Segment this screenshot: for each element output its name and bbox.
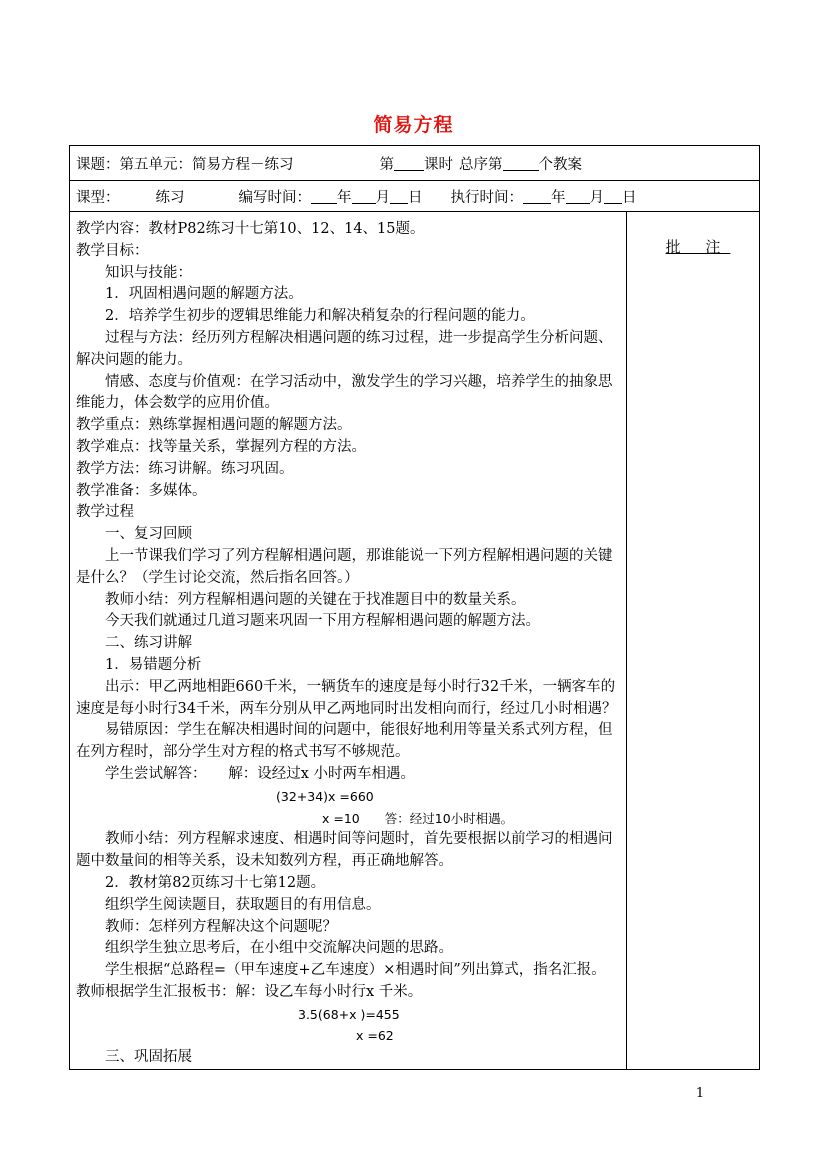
error-reason: 易错原因：学生在解决相遇时间的问题中，能很好地利用等量关系式列方程，但在列方程时，部分学生对方程的格式书写不够规范。 — [76, 722, 613, 761]
equation-line-3: 3.5(68+x )=455 — [298, 1006, 400, 1022]
exercise-12-heading: 2．教材第82页练习十七第12题。 — [105, 874, 326, 891]
total-suffix: 个教案 — [538, 156, 582, 173]
teacher-summary: 教师小结：列方程解求速度、相遇时间等问题时，首先要根据以前学习的相遇问题中数量间的相等关系，设未知数列方程，再正确地解答。 — [76, 831, 613, 870]
exec-month-blank[interactable] — [566, 189, 590, 204]
written-year-blank[interactable] — [311, 189, 337, 204]
teaching-preparation: 教学准备：多媒体。 — [76, 482, 207, 499]
lesson-prefix: 第 — [379, 156, 394, 173]
review-paragraph: 上一节课我们学习了列方程解相遇问题，那谁能说一下列方程解相遇问题的关键是什么？（学生讨论交流，然后指名回答。） — [76, 547, 613, 586]
exec-time-label: 执行时间： — [450, 189, 523, 206]
document-title: 简易方程 — [373, 114, 454, 136]
process-method: 过程与方法：经历列方程解决相遇问题的练习过程，进一步提高学生分析问题、解决问题的能力。 — [76, 329, 613, 368]
topic-label: 课题：第五单元：简易方程－练习 — [76, 156, 294, 173]
teaching-goals-heading: 教学目标： — [76, 242, 149, 259]
difficult-point: 教学难点：找等量关系，掌握列方程的方法。 — [76, 438, 366, 455]
review-summary: 教师小结：列方程解相遇问题的关键在于找准题目中的数量关系。 — [105, 591, 526, 608]
page-number: 1 — [695, 1086, 705, 1101]
notes-cell — [627, 212, 760, 1070]
section-practice-heading: 二、练习讲解 — [105, 635, 192, 652]
review-transition: 今天我们就通过几道习题来巩固一下用方程解相遇问题的解题方法。 — [105, 613, 540, 630]
exec-month: 月 — [589, 189, 604, 206]
error-analysis-heading: 1．易错题分析 — [105, 656, 202, 673]
lesson-plan-table — [69, 145, 760, 1070]
total-prefix: 总序第 — [459, 156, 503, 173]
knowledge-skills-heading: 知识与技能： — [105, 264, 192, 281]
written-year: 年 — [337, 189, 352, 206]
lesson-number-blank[interactable] — [394, 156, 424, 171]
total-number-blank[interactable] — [503, 156, 539, 171]
problem-statement: 出示：甲乙两地相距660千米，一辆货车的速度是每小时行32千米，一辆客车的速度是每小时行34千米，两车分别从甲乙两地同时出发相向而行，经过几小时相遇？ — [76, 678, 617, 717]
notes-heading: 批 注 — [665, 238, 731, 256]
section-review-heading: 一、复习回顾 — [105, 526, 192, 543]
key-point: 教学重点：熟练掌握相遇问题的解题方法。 — [76, 417, 352, 434]
board-writing: 教师根据学生汇报板书：解：设乙车每小时行x 千米。 — [76, 983, 423, 1000]
exec-year: 年 — [551, 189, 566, 206]
written-time-label: 编写时间： — [238, 189, 311, 206]
group-discussion: 组织学生独立思考后，在小组中交流解决问题的思路。 — [105, 940, 453, 957]
goal-item-1: 1．巩固相遇问题的解题方法。 — [105, 286, 303, 303]
exec-day: 日 — [622, 189, 637, 206]
teaching-process-heading: 教学过程 — [76, 504, 134, 521]
type-label: 课型： — [76, 189, 120, 206]
section-consolidate-heading: 三、巩固拓展 — [105, 1049, 192, 1066]
student-attempt: 学生尝试解答： 解：设经过x 小时两车相遇。 — [105, 765, 416, 782]
equation-line-1: (32+34)x =660 — [276, 788, 374, 804]
equation-line-2: x =10 答：经过10小时相遇。 — [322, 810, 514, 826]
teaching-content: 教学内容：教材P82练习十七第10、12、14、15题。 — [76, 221, 425, 237]
written-day: 日 — [408, 189, 423, 206]
organize-reading: 组织学生阅读题目，获取题目的有用信息。 — [105, 896, 381, 913]
goal-item-2: 2．培养学生初步的逻辑思维能力和解决稍复杂的行程问题的能力。 — [105, 308, 535, 325]
teaching-method: 教学方法：练习讲解。练习巩固。 — [76, 460, 294, 477]
exec-day-blank[interactable] — [604, 189, 622, 204]
student-formula: 学生根据“总路程=（甲车速度+乙车速度）×相遇时间”列出算式，指名汇报。 — [105, 962, 606, 979]
teacher-question: 教师：怎样列方程解决这个问题呢？ — [105, 918, 337, 935]
type-value: 练习 — [155, 189, 185, 206]
content-row — [70, 212, 760, 1070]
emotion-attitude: 情感、态度与价值观：在学习活动中，激发学生的学习兴趣，培养学生的抽象思维能力，体会数学的应用价值。 — [76, 373, 613, 412]
lesson-suffix: 课时 — [424, 156, 453, 173]
written-month-blank[interactable] — [352, 189, 376, 204]
exec-year-blank[interactable] — [523, 189, 551, 204]
content-cell — [70, 212, 627, 1070]
topic-row — [70, 146, 760, 181]
equation-line-4: x =62 — [356, 1028, 394, 1044]
lesson-content — [70, 212, 626, 1069]
written-month: 月 — [375, 189, 390, 206]
type-row — [70, 181, 760, 212]
written-day-blank[interactable] — [390, 189, 408, 204]
